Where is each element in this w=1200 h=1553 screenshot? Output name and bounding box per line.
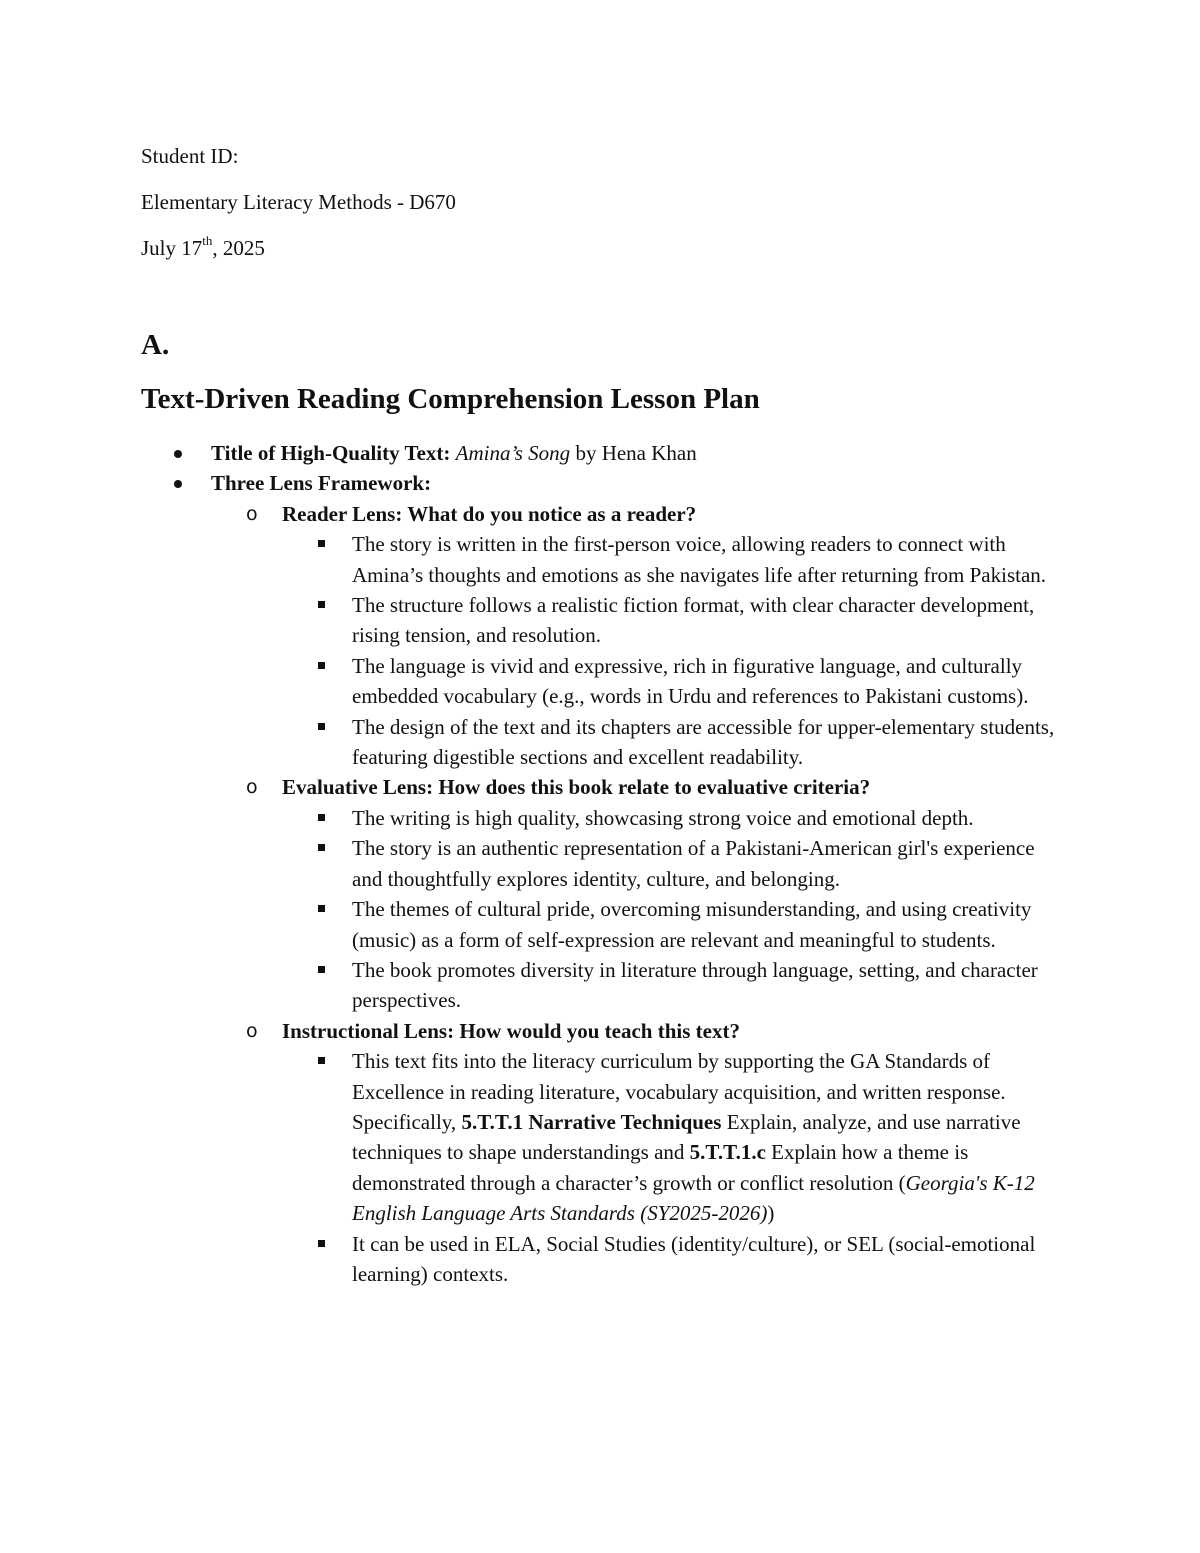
list-item	[0, 894, 1060, 955]
list-item-text: It can be used in ELA, Social Studies (identity/culture), or SEL (social-emotional learning) contexts.	[352, 1231, 1036, 1286]
list-item-text: The design of the text and its chapters are accessible for upper-elementary students, featuring digestible sections and excellent readability.	[352, 714, 1055, 770]
date-superscript: th	[202, 233, 213, 248]
standard-code-2: 5.T.T.1.c	[689, 1140, 766, 1165]
standards-text-4: )	[767, 1201, 775, 1226]
student-id-line: Student ID:	[141, 144, 239, 168]
square-bullet	[318, 905, 325, 912]
standards-text-3: Explain how a theme is demonstrated through a character’s growth or conflict resolution (	[352, 1140, 969, 1195]
list-item-text: The writing is high quality, showcasing strong voice and emotional depth.	[352, 805, 974, 830]
reader-lens-heading-text: Reader Lens: What do you notice as a reader?	[282, 501, 697, 526]
list-item-text: The story is an authentic representation of a Pakistani-American girl's experience and thoughtfully explores identity, culture, and belonging.	[352, 836, 1035, 891]
list-item-text: The themes of cultural pride, overcoming misunderstanding, and using creativity (music) as a form of self-expression are relevant and meaningful to students.	[352, 897, 1032, 952]
page-title: Text-Driven Reading Comprehension Lesson Plan	[141, 383, 760, 415]
date-main: July 17	[141, 236, 203, 260]
list-item-text: The language is vivid and expressive, rich in figurative language, and culturally embedded vocabulary (e.g., words in Urdu and references to Pakistani customs).	[352, 653, 1029, 709]
list-item	[0, 955, 1060, 1016]
list-item-text: The book promotes diversity in literature through language, setting, and character perspectives.	[352, 957, 1038, 1013]
lesson-plan-list	[0, 438, 1200, 1289]
list-item-text: The story is written in the first-person voice, allowing readers to connect with Amina’s thoughts and emotions as she navigates life after returning from Pakistan.	[352, 532, 1047, 587]
evaluative-lens-heading-text: Evaluative Lens: How does this book relate to evaluative criteria?	[282, 775, 871, 800]
course-line: Elementary Literacy Methods - D670	[141, 190, 456, 214]
citation: Georgia's K-12 English Language Arts Standards (SY2025-2026)	[352, 1170, 1035, 1226]
disc-bullet	[174, 480, 182, 488]
standards-text-2: Explain, analyze, and use narrative techniques to shape understandings and	[352, 1109, 1021, 1165]
date-line	[141, 233, 265, 260]
square-bullet	[318, 814, 325, 821]
square-bullet	[318, 1240, 325, 1247]
list-item	[0, 590, 1060, 651]
square-bullet	[318, 601, 325, 608]
square-bullet	[318, 540, 325, 547]
evaluative-lens-heading	[0, 772, 1200, 802]
square-bullet	[318, 966, 325, 973]
list-item-framework	[0, 468, 1200, 498]
disc-bullet	[174, 450, 182, 458]
square-bullet	[318, 723, 325, 730]
reader-lens-heading	[0, 499, 1200, 529]
list-item	[0, 1046, 1060, 1228]
section-letter: A.	[141, 329, 170, 361]
circle-bullet: o	[246, 502, 258, 525]
circle-bullet: o	[246, 1019, 258, 1042]
list-item-title	[0, 438, 1200, 468]
square-bullet	[318, 662, 325, 669]
instructional-lens-heading	[0, 1016, 1200, 1046]
list-item	[0, 712, 1060, 773]
list-item	[0, 1229, 1060, 1290]
square-bullet	[318, 844, 325, 851]
list-item-text: The structure follows a realistic fiction format, with clear character development, rising tension, and resolution.	[352, 593, 1035, 648]
instructional-lens-heading-text: Instructional Lens: How would you teach this text?	[282, 1018, 740, 1043]
list-item	[0, 529, 1060, 590]
list-item	[0, 833, 1060, 894]
title-label: Title of High-Quality Text:	[211, 441, 451, 465]
book-author: by Hena Khan	[570, 441, 697, 465]
framework-label: Three Lens Framework:	[211, 471, 432, 496]
list-item	[0, 803, 1060, 833]
standards-text-1: This text fits into the literacy curriculum by supporting the GA Standards of Excellence in reading literature, vocabulary acquisition, and written response. Specifically,	[352, 1049, 1006, 1134]
standard-code-1: 5.T.T.1 Narrative Techniques	[461, 1109, 722, 1134]
square-bullet	[318, 1057, 325, 1064]
date-tail: , 2025	[212, 236, 265, 260]
book-title: Amina’s Song	[455, 441, 571, 465]
list-item	[0, 651, 1060, 712]
circle-bullet: o	[246, 776, 258, 799]
